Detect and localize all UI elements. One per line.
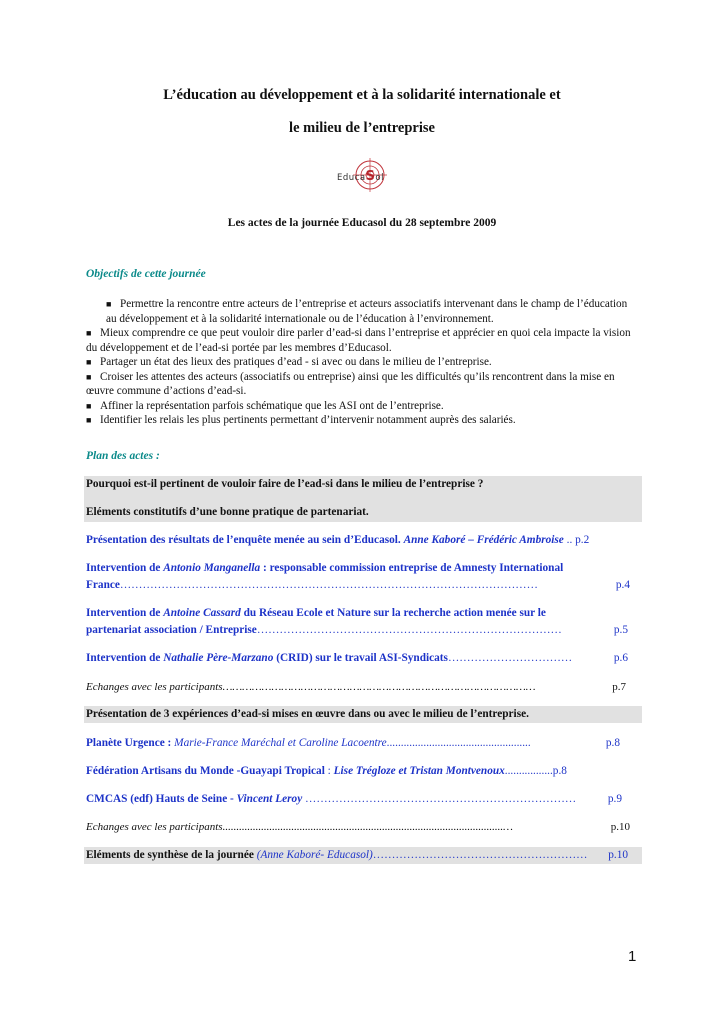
square-bullet-icon: ■ (86, 400, 92, 411)
plan-section-2: Présentation de 3 expériences d’ead-si mises en œuvre dans ou avec le milieu de l’entreprise. (84, 706, 642, 723)
document-title-line1: L’éducation au développement et à la solidarité internationale et (163, 87, 561, 103)
toc-entry-artisans-du-monde[interactable]: Fédération Artisans du Monde -Guayapi Tropical : Lise Trégloze et Tristan Montvenoux.................p.8 (86, 765, 567, 777)
list-item: ■ Permettre la rencontre entre acteurs de l’entreprise et acteurs associatifs intervenant dans le champ de l’éducation au développement et à la solidarité internationale ou de l’éducation à l’environnement. (106, 298, 628, 325)
list-item: ■ Affiner la représentation parfois schématique que les ASI ont de l’entreprise. (86, 399, 444, 412)
toc-entry-synthese[interactable]: Eléments de synthèse de la journée (Anne Kaboré- Educasol)………………………………………………… p.10 (84, 847, 642, 864)
toc-entry-echanges-2[interactable]: Echanges avec les participants......................................................................................................… p.10 (84, 819, 642, 836)
objectives-heading: Objectifs de cette journée (86, 268, 206, 280)
toc-entry-echanges-1[interactable]: Echanges avec les participants…………………………………………………………………………………… p.7 (84, 679, 642, 696)
toc-entry-planete-urgence[interactable]: Planète Urgence : Marie-France Maréchal et Caroline Lacoentre................................................... p.8 (84, 735, 642, 752)
list-item: ■ Partager un état des lieux des pratiques d’ead - si avec ou dans le milieu de l’entreprise. (86, 356, 492, 368)
square-bullet-icon: ■ (86, 415, 92, 425)
square-bullet-icon: ■ (86, 371, 92, 382)
list-item: ■ Identifier les relais les plus pertinents permettant d’intervenir notamment auprès des salariés. (86, 414, 516, 426)
toc-entry-enquete[interactable]: Présentation des résultats de l’enquête menée au sein d’Educasol. Anne Kaboré – Frédéric Ambroise .. p.2 (86, 534, 590, 546)
document-title-line2: le milieu de l’entreprise (289, 120, 435, 136)
square-bullet-icon: ■ (86, 328, 92, 338)
objectives-list (86, 297, 636, 428)
plan-heading: Plan des actes : (86, 450, 160, 462)
educasol-logo (335, 155, 395, 195)
toc-entry-manganella[interactable]: Intervention de Antonio Manganella : responsable commission entreprise de Amnesty International France………………………………………………………………………………………………… p.4 (84, 560, 642, 594)
toc-entry-cmcas[interactable]: CMCAS (edf) Hauts de Seine - Vincent Leroy ……………………………………………………………… p.9 (84, 791, 642, 808)
page-number: 1 (628, 948, 637, 965)
square-bullet-icon: ■ (106, 299, 112, 309)
plan-section-1: Pourquoi est-il pertinent de vouloir faire de l’ead-si dans le milieu de l’entreprise ? Eléments constitutifs d’une bonne pratique de partenariat. (84, 476, 642, 522)
list-item: ■ Croiser les attentes des acteurs (associatifs ou entreprise) ainsi que les difficultés qu’ils rencontrent dans la mise en œuvre commune d’actions d’ead-si. (86, 370, 615, 397)
toc-entry-cassard[interactable]: Intervention de Antoine Cassard du Réseau Ecole et Nature sur la recherche action menée sur le partenariat association / Entreprise……………………………………………………………………… p.5 (84, 605, 642, 639)
list-item: ■ Mieux comprendre ce que peut vouloir dire parler d’ead-si dans l’entreprise et apprécier en quoi cela impacte la vision du développement et de l’ead-si portée par les membres d’Educasol. (86, 327, 631, 354)
toc-entry-pere-marzano[interactable]: Intervention de Nathalie Père-Marzano (CRID) sur le travail ASI-Syndicats…………………………… p.6 (84, 650, 642, 667)
logo-text: EducaSol (337, 169, 384, 184)
square-bullet-icon: ■ (86, 357, 92, 367)
subtitle: Les actes de la journée Educasol du 28 septembre 2009 (227, 217, 497, 229)
